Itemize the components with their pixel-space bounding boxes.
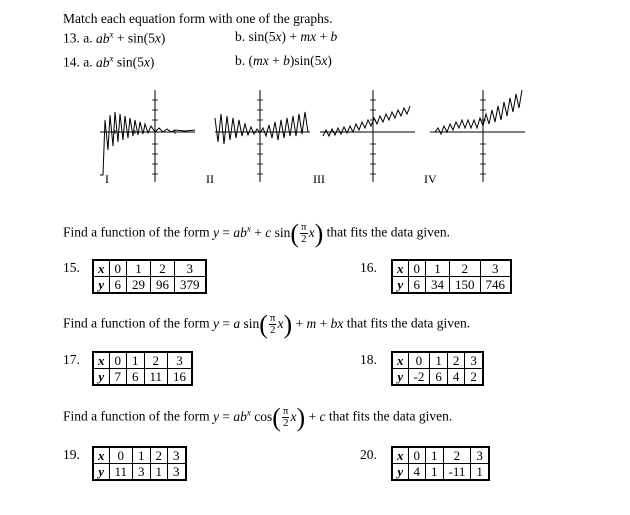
section-1-prefix: Find a function of the form [63, 224, 213, 240]
section-1-prompt [63, 218, 450, 248]
graph-label-IV: IV [424, 172, 437, 186]
table-cell: 6 [127, 369, 145, 386]
table-20 [391, 446, 490, 481]
problem-18-label: 18. [360, 352, 377, 367]
table-header-cell: y [392, 464, 408, 481]
table-cell: 3 [133, 464, 151, 481]
table-header-cell: y [392, 369, 408, 386]
table-cell: -2 [408, 369, 430, 386]
table-cell: 1 [471, 464, 489, 481]
table-cell: 3 [168, 352, 193, 369]
problem-14-b-label: b. [235, 53, 246, 68]
table-cell: 6 [430, 369, 448, 386]
table-16 [391, 259, 512, 294]
section-3-suffix: that fits the data given. [325, 408, 453, 424]
graph-label-III: III [313, 172, 325, 186]
table-cell: 2 [144, 352, 168, 369]
table-cell: 1 [150, 464, 168, 481]
table-cell: 1 [127, 260, 151, 277]
table-cell: 2 [151, 260, 175, 277]
table-cell: -11 [443, 464, 471, 481]
table-cell: 3 [175, 260, 206, 277]
table-cell: 1 [127, 352, 145, 369]
table-cell: 2 [447, 352, 465, 369]
table-header-cell: x [93, 260, 109, 277]
table-header-cell: x [93, 352, 109, 369]
table-cell: 29 [127, 277, 151, 294]
problem-14-number: 14. a. [63, 54, 93, 70]
table-cell: 1 [426, 260, 450, 277]
problem-13-a: 13. a. $ab^x + \sin(5x)$ [63, 29, 166, 46]
table-cell: 1 [426, 464, 444, 481]
table-cell: 34 [426, 277, 450, 294]
table-header-cell: x [392, 260, 408, 277]
table-cell: 0 [408, 352, 430, 369]
table-cell: 11 [109, 464, 133, 481]
table-cell: 1 [430, 352, 448, 369]
table-cell: 4 [408, 464, 426, 481]
problem-13-b-label: b. [235, 29, 246, 44]
section-1-suffix: that fits the data given. [323, 224, 450, 240]
table-cell: 2 [443, 447, 471, 464]
table-cell: 0 [109, 260, 127, 277]
table-cell: 3 [471, 447, 489, 464]
graph-III [320, 90, 415, 182]
table-17 [92, 351, 193, 386]
table-cell: 746 [480, 277, 511, 294]
problem-16-label: 16. [360, 260, 377, 275]
table-cell: 1 [133, 447, 151, 464]
table-cell: 3 [168, 447, 186, 464]
table-cell: 3 [480, 260, 511, 277]
table-header-cell: x [392, 352, 408, 369]
table-cell: 6 [109, 277, 127, 294]
table-cell: 1 [426, 447, 444, 464]
table-19 [92, 446, 187, 481]
table-cell: 3 [168, 464, 186, 481]
table-cell: 0 [408, 260, 426, 277]
problem-14-a: 14. a. $ab^x$ sin(5x) [63, 53, 155, 70]
table-header-cell: x [392, 447, 408, 464]
table-cell: 0 [109, 352, 127, 369]
problem-14-a-expression: $ab^x$ [96, 53, 114, 70]
table-15 [92, 259, 207, 294]
problem-15-label: 15. [63, 260, 80, 275]
section-1-formula: $y = ab^x + c$ sin( $\frac{\pi}{2}$ x) [212, 218, 324, 248]
table-cell: 2 [150, 447, 168, 464]
table-header-cell: y [392, 277, 408, 294]
problem-13-b: b. sin(5x) + mx + b [235, 29, 338, 44]
problem-13-number: 13. a. [63, 30, 93, 46]
problem-13-a-expression: $ab^x$ [96, 29, 114, 46]
table-cell: 4 [447, 369, 465, 386]
table-18 [391, 351, 484, 386]
graph-label-II: II [206, 172, 214, 186]
table-header-cell: y [93, 464, 109, 481]
section-3-prompt [63, 402, 453, 432]
problem-14-b: b. (mx + b)sin(5x) [235, 53, 332, 68]
table-header-cell: x [93, 447, 109, 464]
table-cell: 0 [109, 447, 133, 464]
table-cell: 6 [408, 277, 426, 294]
table-cell: 0 [408, 447, 426, 464]
section-2-prefix: Find a function of the form [63, 315, 213, 331]
section-3-prefix: Find a function of the form [63, 408, 213, 424]
section-2-formula: y = a sin( $\frac{\pi}{2}$ x) + m + bx [212, 309, 344, 339]
graph-II [215, 90, 310, 182]
graph-I [100, 90, 195, 182]
table-cell: 16 [168, 369, 193, 386]
table-cell: 2 [450, 260, 481, 277]
table-cell: 7 [109, 369, 127, 386]
table-cell: 96 [151, 277, 175, 294]
graph-label-I: I [105, 172, 109, 186]
table-cell: 3 [465, 352, 483, 369]
section-2-prompt [63, 309, 471, 339]
instructions: Match each equation form with one of the graphs. [63, 11, 333, 26]
table-header-cell: y [93, 369, 109, 386]
table-cell: 2 [465, 369, 483, 386]
table-header-cell: y [93, 277, 109, 294]
section-3-formula: $y = ab^x$ cos( $\frac{\pi}{2}$ x) + c [212, 402, 326, 432]
problem-20-label: 20. [360, 447, 377, 462]
problem-19-label: 19. [63, 447, 80, 462]
graph-IV [430, 90, 525, 182]
table-cell: 150 [450, 277, 481, 294]
section-2-suffix: that fits the data given. [343, 315, 471, 331]
table-cell: 11 [144, 369, 168, 386]
problem-17-label: 17. [63, 352, 80, 367]
table-cell: 379 [175, 277, 206, 294]
